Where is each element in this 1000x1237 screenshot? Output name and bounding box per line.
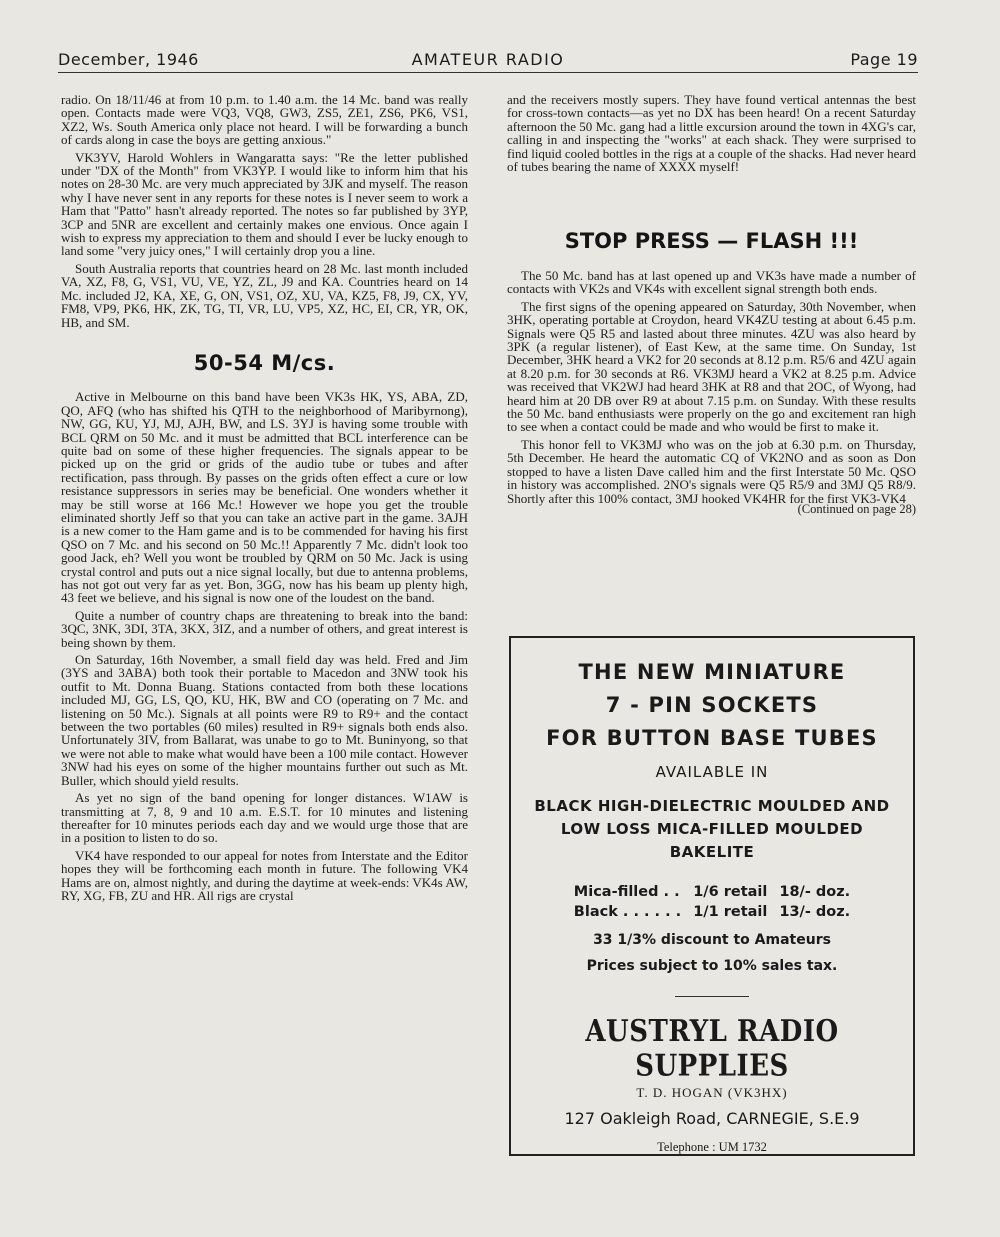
right-column-stop-press [507,269,916,516]
price-row [568,882,856,902]
stop-press-heading: STOP PRESS — FLASH !!! [564,229,859,253]
paragraph: This honor fell to VK3MJ who was on the job at 6.30 p.m. on Thursday, 5th December. He heard the automatic CQ of VK2NO and as soon as Don stopped to have a listen Dave called him and the first Interstate 50 Mc. QSO in history was accomplished. 2NO's signals were Q5 R5/9 and 3MJ Q5 R8/9. Shortly after this 100% contact, 3MJ hooked VK4HR for the first VK3-VK4 [507,436,916,506]
ad-tax: Prices subject to 10% sales tax. [586,958,838,974]
price-dozen: 13/- doz. [779,904,851,920]
ad-separator [675,996,749,997]
ad-address: 127 Oakleigh Road, CARNEGIE, S.E.9 [564,1109,860,1128]
ad-telephone: Telephone : UM 1732 [657,1140,767,1154]
paragraph: As yet no sign of the band opening for longer distances. W1AW is transmitting at 7, 8, 9 and 10 a.m. E.S.T. for 10 minutes and listening thereafter for 10 minutes periods each day and we would urge those that are in a position to listen to do so. [61,790,468,846]
price-retail: 1/6 retail [693,884,768,900]
ad-available: AVAILABLE IN [655,763,769,781]
ad-company-name: AUSTRYL RADIO SUPPLIES [585,1014,839,1084]
issue-date: December, 1946 [58,50,199,69]
price-item: Mica-filled . . [573,884,680,900]
advertisement-box [509,636,915,1156]
paragraph: VK4 have responded to our appeal for notes from Interstate and the Editor hopes they will be forthcoming each month in future. The following VK4 Hams are on, almost nightly, and during the daytime at week-ends: VK4s AW, RY, XG, FB, ZU and HR. All rigs are crystal [61,847,468,903]
ad-discount: 33 1/3% discount to Amateurs [593,932,831,948]
ad-materials [511,795,913,864]
price-dozen: 18/- doz. [779,884,851,900]
continued-note: (Continued on page 28) [797,501,916,516]
ad-headline-3: FOR BUTTON BASE TUBES [546,726,878,750]
header-rule [58,72,918,73]
magazine-title: AMATEUR RADIO [411,50,565,69]
price-retail: 1/1 retail [693,904,768,920]
page-header [58,50,918,72]
left-column [61,93,468,906]
paragraph: VK3YV, Harold Wohlers in Wangaratta says: "Re the letter published under "DX of the Month" from VK3YP. I would like to inform him that his notes on 28-30 Mc. are very much appreciated by 3JK and myself. The reason why I have never sent in any reports for these notes is I never seem to work a Ham that "Patto" hasn't already reported. The notes so far published by 3YP, 3CP and 5NR are excellent and certainly makes one envious. Once again I wish to express my appreciation to them and should I ever be lucky enough to land some "very juicy ones," I will certainly drop you a line. [61,149,468,259]
paragraph: Quite a number of country chaps are threatening to break into the band: 3QC, 3NK, 3DI, 3TA, 3KX, 3IZ, and a number of others, and great interest is being shown by them. [61,607,468,650]
paragraph: On Saturday, 16th November, a small field day was held. Fred and Jim (3YS and 3ABA) both took their portable to Macedon and 3NW took his outfit to Mt. Donna Buang. Stations contacted from both these locations included MJ, GG, LS, QO, KU, HK, BW and CO (operating on 7 Mc. and listening on 50 Mc.). Signals at all points were R9 to R9+ and the contact between the two portables (60 miles) resulted in R9+ signals both ends also. Unfortunately 3IV, from Ballarat, was unabe to go to Mt. Buninyong, so that we were not able to make what would have been a 100 mile contact. However 3NW had his eyes on some of the higher mountains further out such as Mt. Buller, which should yield results. [61,652,468,788]
paragraph: Active in Melbourne on this band have been VK3s HK, YS, ABA, ZD, QO, AFQ (who has shifted his QTH to the neighborhood of Maribyrnong), NW, GG, KU, YJ, MJ, AJH, BW, and LS. 3YJ is having some trouble with BCL QRM on 50 Mc. and it must be admitted that BCL interference can be quite bad on some of these higher frequencies. The signals appear to be picked up on the grid or grids of the audio tube or tubes and after rectification, pass through. By passes on the grids often effect a cure or low resistance suppressors in series may be beneficial. One wonders whether it may be still worse at 166 Mc.! However we hope you get the trouble eliminated shortly Jeff so that you can take an active part in the game. 3AJH is a new comer to the Ham game and is to be commended for having his first QSO on 7 Mc. and his second on 50 Mc.!! Apparently 7 Mc. didn't look too good Jack, eh? Well you wont be troubled by QRM on 50 Mc. Jack is using crystal control and puts out a nice signal locally, but due to antenna problems, has not got out very far as yet. Bon, 3GG, now has his beam up plenty high, 43 feet we believe, and his signal is now one of the loudest on the band. [61,389,468,606]
right-column-top [507,93,916,177]
paragraph: The first signs of the opening appeared on Saturday, 30th November, when 3HK, operating portable at Croydon, heard VK4ZU testing at about 6.45 p.m. Signals were Q5 R5 and lasted about three minutes. 4ZU was also heard by 3PK (a regular listener), of East Kew, at the same time. On Sunday, 1st December, 3HK heard a VK2 for 20 seconds at 8.12 p.m. R5/6 and 4ZU again at 8.20 p.m. for 30 seconds at R6. VK3MJ heard a VK2 at 8.25 p.m. Advice was received that VK2WJ had heard 3HK at R8 and that 2OC, of Wyong, had heard him at 20 DB over R9 at about 7.15 p.m. on Sunday. With these results the 50 Mc. band enthusiasts were properly on the go and excitement ran high to see when a contact could be made and who would be first to make it. [507,298,916,435]
ad-owner: T. D. HOGAN (VK3HX) [636,1085,788,1100]
price-row [568,902,856,922]
paragraph: radio. On 18/11/46 at from 10 p.m. to 1.40 a.m. the 14 Mc. band was really open. Contacts made were VQ3, VQ8, GW3, ZS5, ZE1, ZS6, PK6, VS1, XZ2, Ws. South America only place not heard. I will be forwarding a bunch of cards along in case the boys are getting anxious." [61,92,468,148]
paragraph: and the receivers mostly supers. They have found vertical antennas the best for cross-town contacts—as yet no DX has been heard! On a recent Saturday afternoon the 50 Mc. gang had a little excursion around the town in 4XG's car, calling in and inspecting the "works" at each shack. They were surprised to find liquid cooled bottles in the rigs at a couple of the shacks. Had never heard of tubes bearing the name of XXXX myself! [507,92,916,175]
ad-price-table [568,882,856,922]
ad-material-line: BLACK HIGH-DIELECTRIC MOULDED AND [534,797,890,815]
section-heading-50-54: 50-54 M/cs. [193,350,336,375]
paragraph: South Australia reports that countries heard on 28 Mc. last month included VA, XZ, F8, G, VS1, VU, VE, YZ, ZL, J9 and KA. Countries heard on 14 Mc. included J2, KA, XE, G, ON, VS1, OZ, XU, VA, KZ5, F8, J9, CX, YV, FM8, VP9, PK6, HK, ZK, TG, TI, VR, LU, VP5, XZ, HC, EI, CR, YR, OK, HB, and SM. [61,260,468,330]
paragraph: The 50 Mc. band has at last opened up and VK3s have made a number of contacts with VK2s and VK4s with excellent signal strength both ends. [507,268,916,297]
ad-headline-1: THE NEW MINIATURE [578,660,846,684]
price-item: Black . . . . . . [573,904,682,920]
ad-headline-2: 7 - PIN SOCKETS [605,693,819,717]
ad-material-line: LOW LOSS MICA-FILLED MOULDED [560,820,864,838]
ad-material-line: BAKELITE [669,843,755,861]
page-number: Page 19 [850,50,918,69]
